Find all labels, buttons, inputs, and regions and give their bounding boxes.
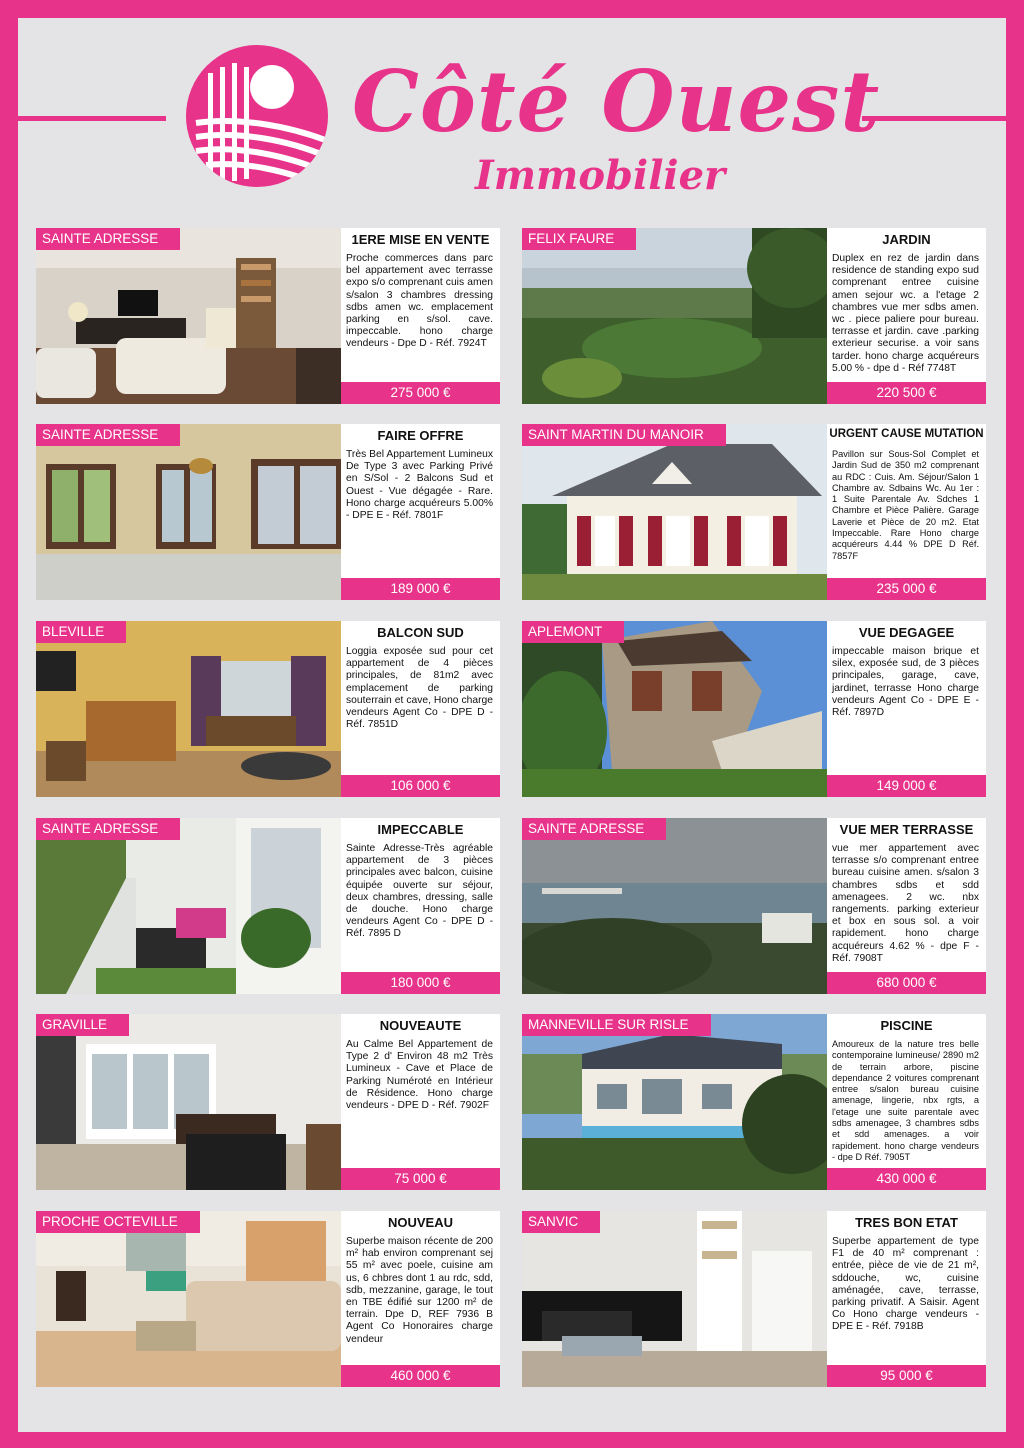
listing-photo: [36, 228, 341, 404]
listing-location: SAINTE ADRESSE: [36, 424, 180, 446]
listing-title: BALCON SUD: [377, 625, 464, 640]
listing-photo: [36, 1014, 341, 1190]
listing-title: JARDIN: [882, 232, 931, 247]
listing-description: Loggia exposée sud pour cet appartement de 4 pièces principales, de 81m2 avec emplacement de parking souterrain et cave, Hono charge vendeurs Agent Co - DPE D - Réf. 7851D: [346, 646, 493, 731]
listing-photo: [36, 424, 341, 600]
listing-location: APLEMONT: [522, 621, 624, 643]
listing-title: NOUVEAUTE: [379, 1018, 462, 1033]
listing-card[interactable]: [36, 228, 500, 404]
listing-photo: [522, 424, 827, 600]
listing-card[interactable]: [36, 424, 500, 600]
listing-card[interactable]: [522, 424, 986, 600]
listing-location: SAINTE ADRESSE: [522, 818, 666, 840]
listing-title: NOUVEAU: [387, 1215, 453, 1230]
listing-price: 95 000 €: [827, 1365, 986, 1387]
listing-photo: [36, 1211, 341, 1387]
listing-location: PROCHE OCTEVILLE: [36, 1211, 200, 1233]
listing-photo: [522, 228, 827, 404]
listing-title: TRES BON ETAT: [855, 1215, 958, 1230]
listing-card[interactable]: [36, 818, 500, 994]
listing-card[interactable]: [522, 1014, 986, 1190]
logo-icon: [186, 45, 328, 187]
listing-description: impeccable maison brique et silex, exposée sud, de 3 pièces principales, garage, cave, jardinet, terrasse Hono charge vendeurs Agent Co - DPE E - Réf. 7897D: [832, 646, 979, 719]
header-rule-right: [862, 116, 1006, 121]
listing-photo: [522, 621, 827, 797]
listing-photo: [36, 621, 341, 797]
listing-title: URGENT CAUSE MUTATION: [829, 428, 984, 440]
listing-card[interactable]: [522, 818, 986, 994]
listing-description: vue mer appartement avec terrasse s/o comprenant entree bureau cuisine amen. s/salon 3 chambres sdbs et sdd amenagees. 2 wc. nbx rangements. parking exterieur et box en sous sol. a voir rapidement. hono charge acquéreurs 4.62 % - dpe F - Réf. 7908T: [832, 843, 979, 964]
listing-description: Superbe maison récente de 200 m² hab environ comprenant sej 55 m² avec poele, cuisine am us, 6 chbres dont 1 au rdc, sdd, sdb, mezzanine, garage, le tout en TBE édifié sur 1200 m² de terrain. Dpe D, REF 7936 B Agent Co Honoraires charge vendeur: [346, 1236, 493, 1345]
listing-price: 460 000 €: [341, 1365, 500, 1387]
header-rule-left: [18, 116, 166, 121]
listing-price: 75 000 €: [341, 1168, 500, 1190]
listing-price: 106 000 €: [341, 775, 500, 797]
listing-price: 180 000 €: [341, 972, 500, 994]
listing-card[interactable]: [522, 621, 986, 797]
listing-price: 680 000 €: [827, 972, 986, 994]
listing-title: VUE DEGAGEE: [858, 625, 955, 640]
listing-card[interactable]: [36, 1014, 500, 1190]
listing-description: Pavillon sur Sous-Sol Complet et Jardin Sud de 350 m2 comprenant au RDC : Cuis. Am. Séjour/Salon 1 Chambre av. Sdbains Wc. Au 1er : 1 Suite Parentale Av. Sdches 1 Chambre et Pièce Palière. Garage Laverie et Pièce de 20 m2. Etat Impeccable. Rare Hono charge acquéreurs 4.44 % DPE D Réf. 7857F: [832, 449, 979, 561]
listing-description: Superbe appartement de type F1 de 40 m² comprenant : entrée, pièce de vie de 21 m², sddouche, wc, cuisine aménagée, cave, terrasse, parking privatif. A Saisir. Agent Co Hono charge vendeurs - DPE E - Réf. 7918B: [832, 1236, 979, 1333]
listing-description: Amoureux de la nature tres belle contemporaine lumineuse/ 2890 m2 de terrain arbore, piscine dependance 2 voitures comprenant entree s/salon bureau cuisine amenage, lingerie, nbx rgts, a l'etage une suite parentale avec sdbs amenagee, 3 chambres sdbs et sdd amenages. a voir rapidement. hono charge vendeurs - dpe D Réf. 7905T: [832, 1039, 979, 1162]
listing-description: Duplex en rez de jardin dans residence de standing expo sud comprenant entree cuisine amen sejour wc. a l'etage 2 chambres vue mer sdbs amen. wc . piece paliere pour bureau. terrasse et jardin. cave .parking exterieur securise. a voir sans tarder. hono charge acquéreurs 5.00 % - dpe d - Réf 7748T: [832, 253, 979, 374]
listing-price: 275 000 €: [341, 382, 500, 404]
listing-location: BLEVILLE: [36, 621, 126, 643]
listing-location: SANVIC: [522, 1211, 600, 1233]
listing-title: 1ERE MISE EN VENTE: [351, 232, 490, 247]
listing-price: 149 000 €: [827, 775, 986, 797]
listing-card[interactable]: [522, 1211, 986, 1387]
listing-description: Sainte Adresse-Très agréable appartement de 3 pièces principales avec balcon, cuisine équipée ouverte sur séjour, deux chambres, dressing, salle de douche. Hono charge vendeurs Agent Co - DPE D - Réf. 7895 D: [346, 843, 493, 940]
brand-subtitle: Immobilier: [475, 152, 726, 199]
listing-title: FAIRE OFFRE: [377, 428, 464, 443]
listing-photo: [522, 1014, 827, 1190]
listing-description: Au Calme Bel Appartement de Type 2 d' Environ 48 m2 Très Lumineux - Cave et Place de Parking Numéroté en Intérieur de Résidence. Hono charge vendeurs - DPE D - Réf. 7902F: [346, 1039, 493, 1112]
listing-price: 430 000 €: [827, 1168, 986, 1190]
listing-location: SAINTE ADRESSE: [36, 228, 180, 250]
listing-price: 235 000 €: [827, 578, 986, 600]
listing-title: VUE MER TERRASSE: [839, 822, 974, 837]
listing-price: 220 500 €: [827, 382, 986, 404]
listing-card[interactable]: [36, 621, 500, 797]
listing-location: GRAVILLE: [36, 1014, 129, 1036]
listing-location: FELIX FAURE: [522, 228, 636, 250]
brand-title: Côté Ouest: [352, 52, 881, 151]
listing-description: Proche commerces dans parc bel appartement avec terrasse expo s/o comprenant cuis amen s/salon 3 chambres dressing sdbs amen wc. emplacement parking en s/sol. cave. impeccable. hono charge vendeurs - Dpe D - Réf. 7924T: [346, 253, 493, 350]
listing-description: Très Bel Appartement Lumineux De Type 3 avec Parking Privé en S/Sol - 2 Balcons Sud et Ouest - Vue dégagée - Rare. Hono charge acquéreurs 5.00% - DPE E - Réf. 7801F: [346, 449, 493, 522]
listing-title: PISCINE: [880, 1018, 933, 1033]
listing-title: IMPECCABLE: [377, 822, 464, 837]
listing-photo: [522, 818, 827, 994]
listing-location: SAINTE ADRESSE: [36, 818, 180, 840]
listing-photo: [522, 1211, 827, 1387]
listing-price: 189 000 €: [341, 578, 500, 600]
listing-card[interactable]: [522, 228, 986, 404]
listing-location: MANNEVILLE SUR RISLE: [522, 1014, 711, 1036]
listing-card[interactable]: [36, 1211, 500, 1387]
listing-photo: [36, 818, 341, 994]
listing-location: SAINT MARTIN DU MANOIR: [522, 424, 726, 446]
